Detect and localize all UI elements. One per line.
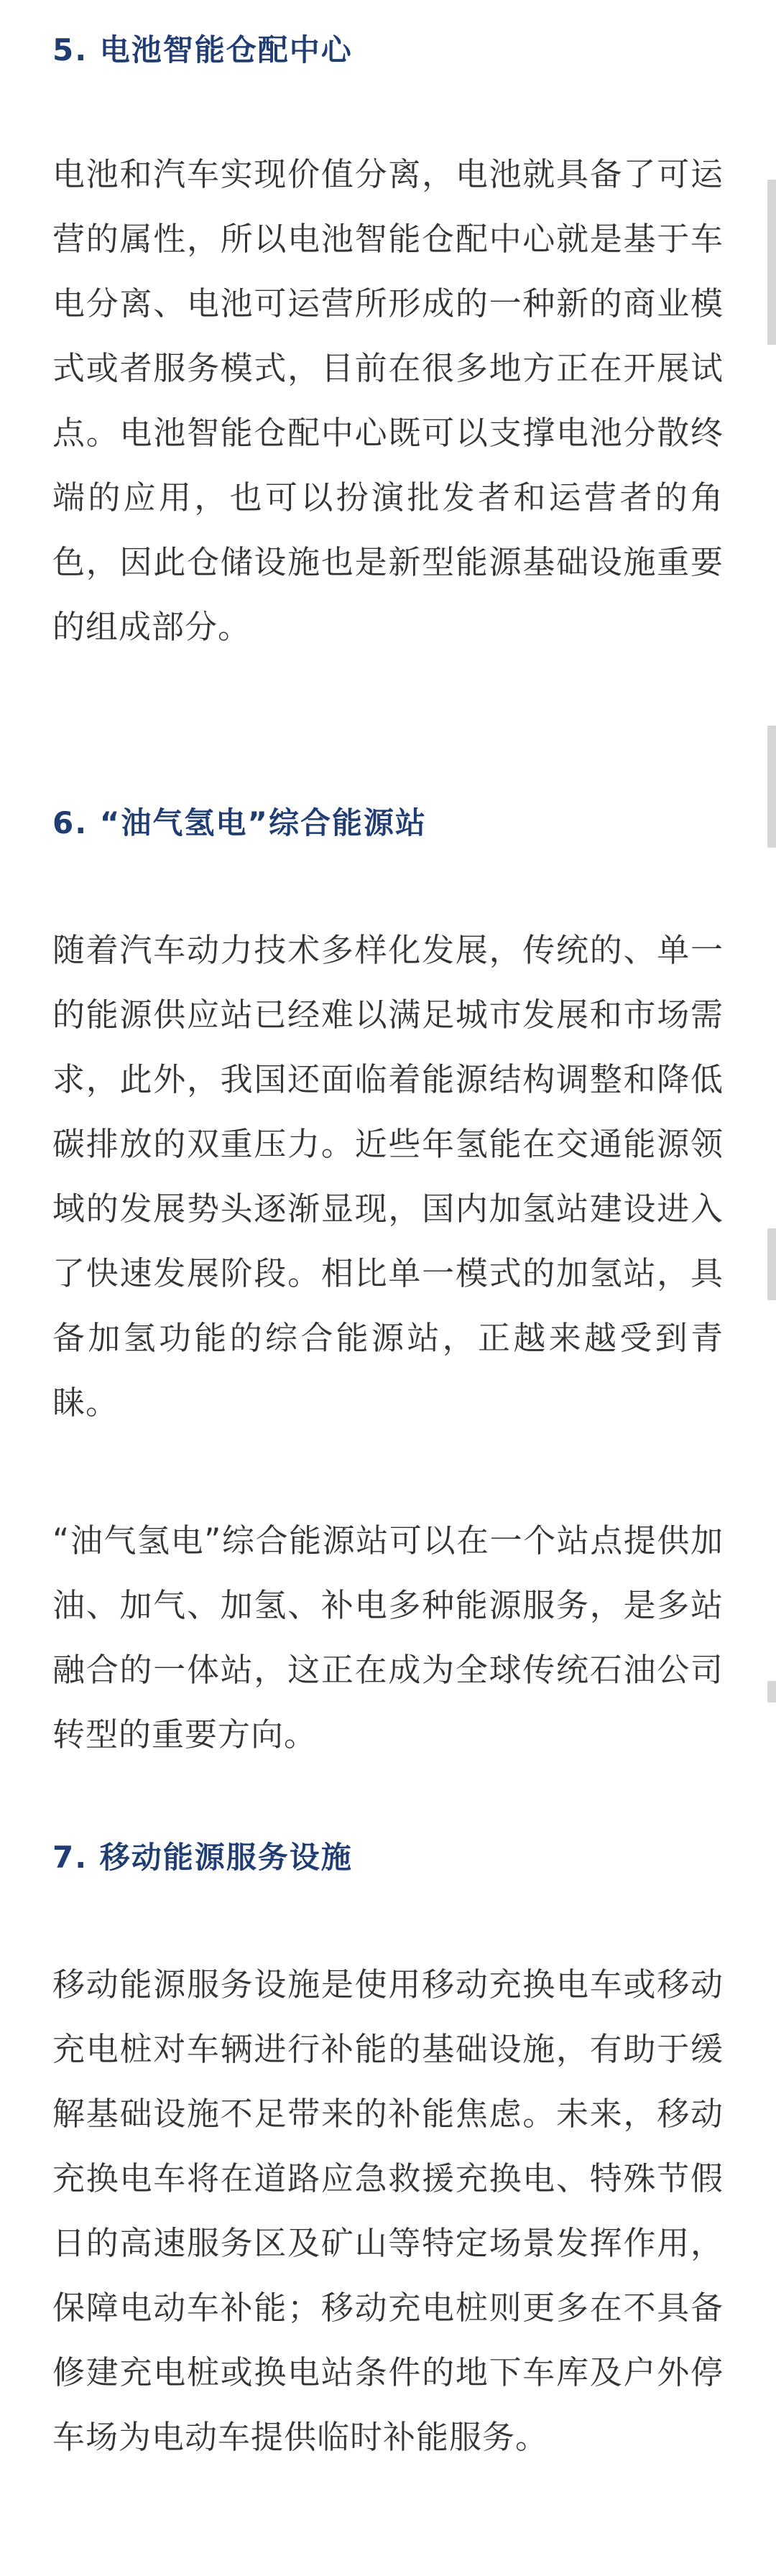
section-heading-6: 6. “油气氢电”综合能源站 — [52, 805, 428, 840]
section-heading-5: 5. 电池智能仓配中心 — [52, 32, 353, 68]
section-6-paragraph-1: 随着汽车动力技术多样化发展，传统的、单一的能源供应站已经难以满足城市发展和市场需求，此外，我国还面临着能源结构调整和降低碳排放的双重压力。近些年氢能在交通能源领域的发展势头逐渐显现，国内加氢站建设进入了快速发展阶段。相比单一模式的加氢站，具备加氢功能的综合能源站，正越来越受到青睐。 — [52, 931, 724, 1422]
section-7-paragraph: 移动能源服务设施是使用移动充换电车或移动充电桩对车辆进行补能的基础设施，有助于缓解基础设施不足带来的补能焦虑。未来，移动充换电车将在道路应急救援充换电、特殊节假日的高速服务区及矿山等特定场景发挥作用，保障电动车补能；移动充电桩则更多在不具备修建充电桩或换电站条件的地下车库及户外停车场为电动车提供临时补能服务。 — [52, 1965, 724, 2456]
section-5-paragraph: 电池和汽车实现价值分离，电池就具备了可运营的属性，所以电池智能仓配中心就是基于车电分离、电池可运营所形成的一种新的商业模式或者服务模式，目前在很多地方正在开展试点。电池智能仓配中心既可以支撑电池分散终端的应用，也可以扮演批发者和运营者的角色，因此仓储设施也是新型能源基础设施重要的组成部分。 — [52, 155, 724, 646]
scroll-indicator — [767, 1228, 776, 1300]
section-heading-7: 7. 移动能源服务设施 — [52, 1840, 353, 1875]
scroll-indicator — [767, 1681, 776, 1702]
scroll-indicator — [767, 180, 776, 345]
section-6-paragraph-2: “油气氢电”综合能源站可以在一个站点提供加油、加气、加氢、补电多种能源服务，是多站融合的一体站，这正在成为全球传统石油公司转型的重要方向。 — [52, 1521, 724, 1753]
scroll-indicator — [767, 726, 776, 848]
